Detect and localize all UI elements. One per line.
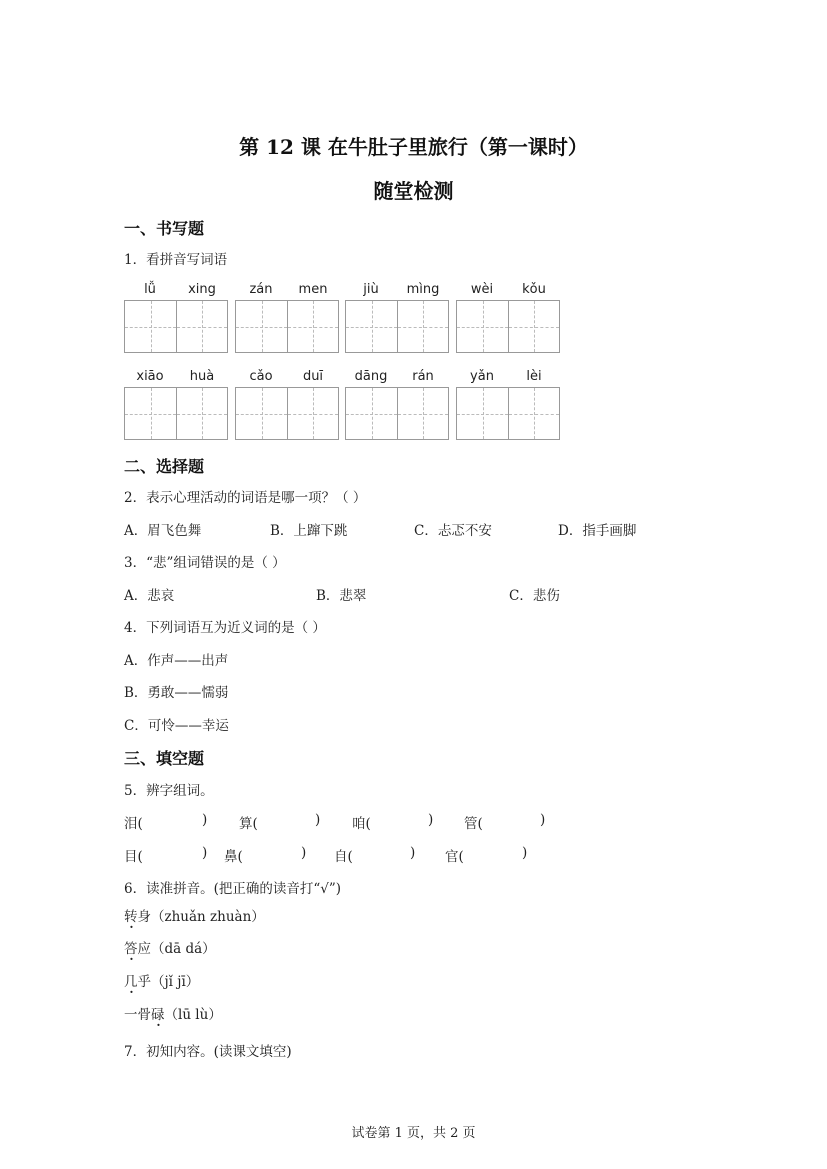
char-open: 自( xyxy=(334,849,353,865)
pinyin-label: wèi xyxy=(470,282,494,297)
question-4-option-a[interactable]: A．作声——出声 xyxy=(124,653,229,669)
blank-close[interactable]: ) xyxy=(540,812,546,828)
pinyin-choice-item[interactable] xyxy=(124,937,216,957)
blank-close[interactable]: ) xyxy=(522,845,528,861)
pinyin-label: kǒu xyxy=(522,282,546,297)
writing-box[interactable] xyxy=(235,387,339,440)
pinyin-label: duī xyxy=(302,369,324,384)
blank-close[interactable]: ) xyxy=(202,845,208,861)
blank-close[interactable]: ) xyxy=(202,812,208,828)
blank-close[interactable]: ) xyxy=(301,845,307,861)
pinyin-label: zán xyxy=(249,282,273,297)
document-subtitle: 随堂检测 xyxy=(373,179,454,203)
writing-box[interactable] xyxy=(124,300,228,353)
pinyin-choice-item[interactable] xyxy=(124,970,199,990)
pinyin-label: men xyxy=(298,282,328,297)
section-heading-fill: 三、填空题 xyxy=(124,749,205,768)
question-3-option-c[interactable]: C．悲伤 xyxy=(509,588,560,604)
dotted-char: 转 xyxy=(124,909,138,925)
char-open: 泪( xyxy=(124,816,143,832)
char-open: 官( xyxy=(445,849,464,865)
dotted-char: 答 xyxy=(124,941,138,957)
pinyin-label: yǎn xyxy=(470,369,494,384)
pinyin-label: dāng xyxy=(354,369,388,384)
section-heading-writing: 一、书写题 xyxy=(124,219,205,238)
blank-close[interactable]: ) xyxy=(315,812,321,828)
writing-box[interactable] xyxy=(345,300,449,353)
dotted-char: 碌 xyxy=(151,1007,165,1023)
char-open: 鼻( xyxy=(224,849,243,865)
pinyin-label: lǚ xyxy=(144,282,156,297)
pinyin-options: （lū lù） xyxy=(164,1007,222,1023)
question-2-option-a[interactable]: A．眉飞色舞 xyxy=(124,523,202,539)
question-5-text: 5．辨字组词。 xyxy=(124,783,214,799)
pinyin-label: jiù xyxy=(363,282,379,297)
pinyin-options: 应（dā dá） xyxy=(137,941,216,957)
pinyin-options: 身（zhuǎn zhuàn） xyxy=(137,909,265,925)
question-2-option-b[interactable]: B．上蹿下跳 xyxy=(270,523,348,539)
char-open: 算( xyxy=(239,816,258,832)
document-title: 第 12 课 在牛肚子里旅行（第一课时） xyxy=(239,135,588,159)
pinyin-label: rán xyxy=(412,369,434,384)
writing-box[interactable] xyxy=(456,387,560,440)
writing-box[interactable] xyxy=(345,387,449,440)
question-6-text: 6．读准拼音。(把正确的读音打“√”) xyxy=(124,881,342,897)
question-4-option-c[interactable]: C．可怜——幸运 xyxy=(124,718,229,734)
pinyin-choice-item[interactable] xyxy=(124,1003,222,1023)
page-footer: 试卷第 1 页，共 2 页 xyxy=(351,1126,476,1141)
pinyin-label: huà xyxy=(189,369,215,384)
pinyin-label: mìng xyxy=(406,282,440,297)
question-3-text: 3．“悲”组词错误的是（ ） xyxy=(124,555,286,571)
question-2-option-d[interactable]: D．指手画脚 xyxy=(558,523,637,539)
word-prefix: 一骨 xyxy=(124,1007,151,1023)
pinyin-options: 乎（jǐ jī） xyxy=(137,974,200,990)
dotted-char: 几 xyxy=(124,974,138,990)
pinyin-label: xiāo xyxy=(136,369,164,384)
blank-close[interactable]: ) xyxy=(410,845,416,861)
char-open: 目( xyxy=(124,849,143,865)
pinyin-label: xing xyxy=(188,282,216,297)
question-2-option-c[interactable]: C．忐忑不安 xyxy=(414,523,492,539)
question-4-text: 4．下列词语互为近义词的是（ ） xyxy=(124,620,326,636)
question-2-text: 2．表示心理活动的词语是哪一项？（ ） xyxy=(124,490,367,506)
char-open: 咱( xyxy=(352,816,371,832)
pinyin-label: cǎo xyxy=(249,369,273,384)
blank-close[interactable]: ) xyxy=(428,812,434,828)
question-3-option-b[interactable]: B．悲翠 xyxy=(316,588,367,604)
section-heading-choice: 二、选择题 xyxy=(124,457,205,476)
writing-box[interactable] xyxy=(456,300,560,353)
question-7-text: 7．初知内容。(读课文填空) xyxy=(124,1044,292,1060)
question-1-text: 1．看拼音写词语 xyxy=(124,252,228,268)
question-4-option-b[interactable]: B．勇敢——懦弱 xyxy=(124,685,229,701)
char-open: 管( xyxy=(464,816,483,832)
writing-box[interactable] xyxy=(124,387,228,440)
pinyin-choice-item[interactable] xyxy=(124,905,265,925)
question-3-option-a[interactable]: A．悲哀 xyxy=(124,588,175,604)
pinyin-label: lèi xyxy=(526,369,542,384)
writing-box[interactable] xyxy=(235,300,339,353)
